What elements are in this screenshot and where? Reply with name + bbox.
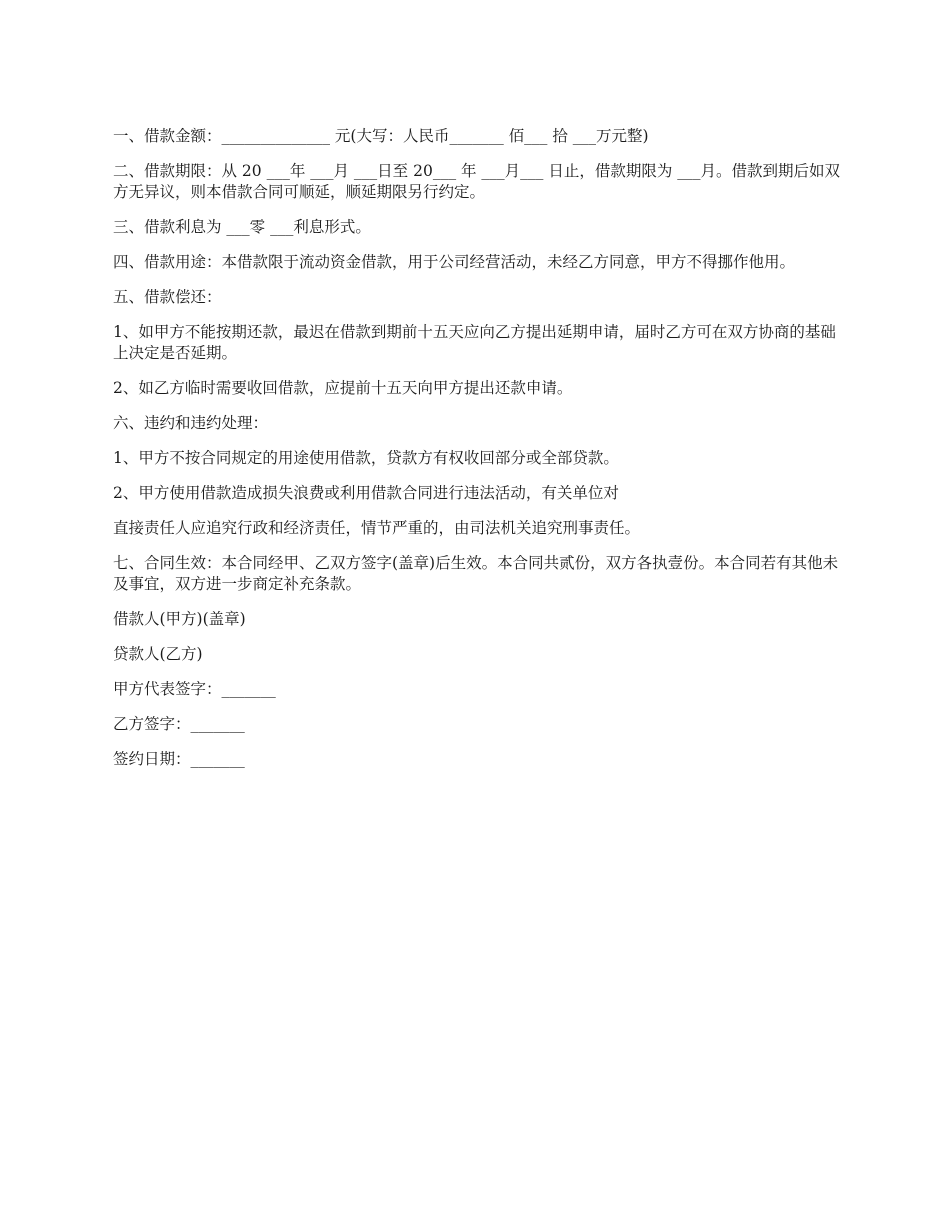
clause-repayment-item-1: 1、如甲方不能按期还款，最迟在借款到期前十五天应向乙方提出延期申请，届时乙方可在双方协商的基础上决定是否延期。 xyxy=(113,323,836,362)
signature-date: 签约日期：_______ xyxy=(113,750,245,768)
clause-breach-item-2: 2、甲方使用借款造成损失浪费或利用借款合同进行违法活动，有关单位对 xyxy=(113,484,619,502)
contract-body xyxy=(113,126,843,784)
clause-repayment-item-2: 2、如乙方临时需要收回借款，应提前十五天向甲方提出还款申请。 xyxy=(113,379,573,397)
clause-breach-heading: 六、违约和违约处理： xyxy=(113,414,269,432)
signature-lender: 贷款人(乙方) xyxy=(113,645,203,663)
clause-loan-term: 二、借款期限：从 20 ___年 ___月 ___日至 20___ 年 ___月___ 日止，借款期限为 ___月。借款到期后如双方无异议，则本借款合同可顺延，顺延期限另行约定。 xyxy=(113,162,841,201)
signature-party-a-representative: 甲方代表签字：_______ xyxy=(113,680,276,698)
signature-party-b: 乙方签字：_______ xyxy=(113,715,245,733)
clause-purpose: 四、借款用途：本借款限于流动资金借款，用于公司经营活动，未经乙方同意，甲方不得挪作他用。 xyxy=(113,253,796,271)
clause-repayment-heading: 五、借款偿还： xyxy=(113,288,222,306)
clause-loan-amount: 一、借款金额：______________ 元(大写：人民币_______ 佰___ 拾 ___万元整) xyxy=(113,127,649,145)
clause-breach-item-1: 1、甲方不按合同规定的用途使用借款，贷款方有权收回部分或全部贷款。 xyxy=(113,449,619,467)
signature-borrower: 借款人(甲方)(盖章) xyxy=(113,610,246,628)
clause-interest: 三、借款利息为 ___零 ___利息形式。 xyxy=(113,218,371,236)
clause-effectiveness: 七、合同生效：本合同经甲、乙双方签字(盖章)后生效。本合同共贰份，双方各执壹份。本合同若有其他未及事宜，双方进一步商定补充条款。 xyxy=(113,554,839,593)
clause-breach-item-2-continued: 直接责任人应追究行政和经济责任，情节严重的，由司法机关追究刑事责任。 xyxy=(113,519,641,537)
